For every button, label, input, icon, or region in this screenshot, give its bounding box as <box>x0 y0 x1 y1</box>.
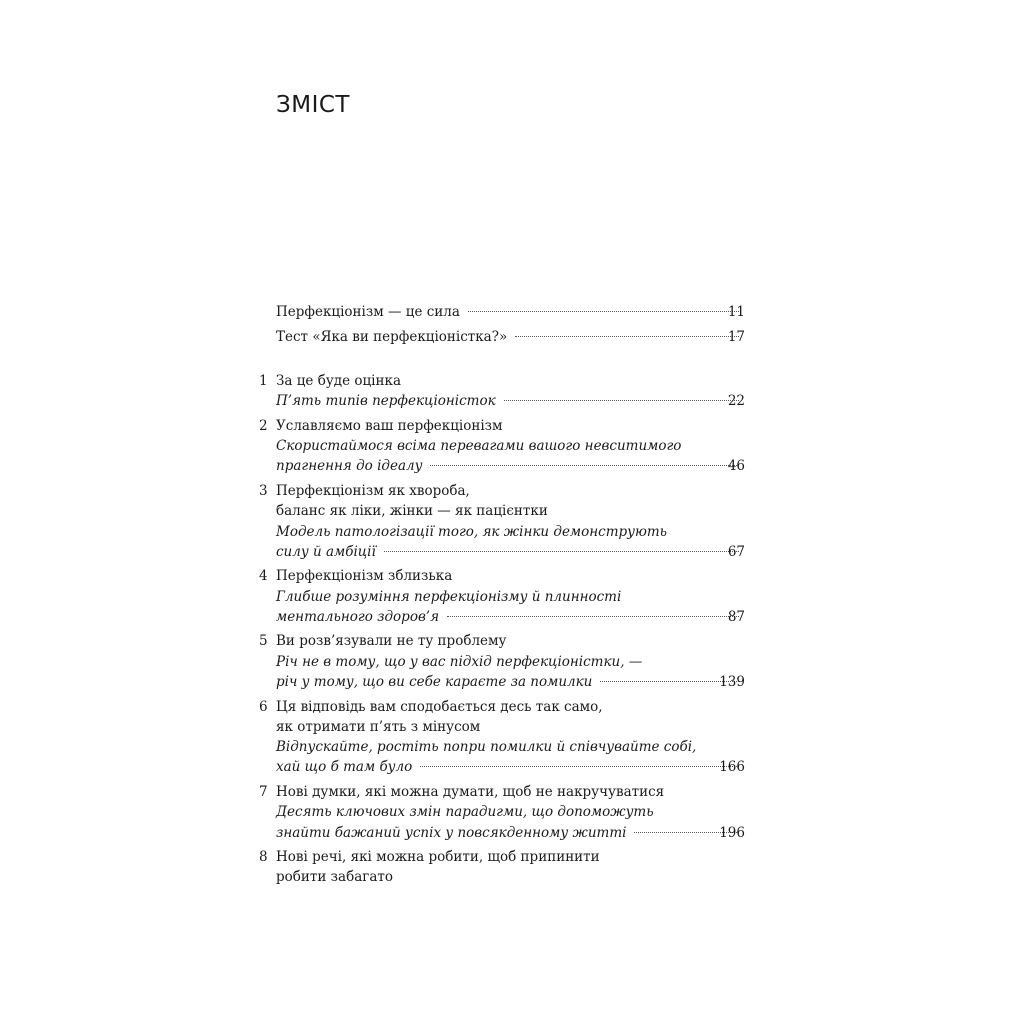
page-number: 22 <box>727 393 745 410</box>
toc-entry-text: Тест «Яка ви перфекціоністка?» <box>276 329 508 345</box>
chapter-number: 3 <box>259 482 268 499</box>
toc-entry-text: П’ять типів перфекціоністок <box>276 393 496 410</box>
chapter-subtitle-line[interactable] <box>276 607 745 627</box>
chapter-title-line[interactable] <box>276 566 745 586</box>
chapter-number: 5 <box>259 633 268 650</box>
chapter-number: 4 <box>259 568 268 585</box>
toc-entry-text: як отримати п’ять з мінусом <box>276 718 481 735</box>
chapter-title-line[interactable] <box>276 501 745 521</box>
page-number: 166 <box>719 759 745 776</box>
page-number: 87 <box>727 608 745 625</box>
chapter-subtitle-line[interactable] <box>276 587 745 607</box>
page-number: 67 <box>727 543 745 560</box>
chapter-title-line[interactable] <box>276 697 745 717</box>
toc-entry-text: Ця відповідь вам сподобається десь так само, <box>276 698 603 715</box>
toc-entry-text: Модель патологізації того, як жінки демонструють <box>276 523 668 540</box>
chapter-title-line[interactable] <box>276 416 745 436</box>
toc-entry-text: Перфекціонізм як хвороба, <box>276 482 470 499</box>
chapter-number: 8 <box>259 849 268 865</box>
page-title: ЗМІСТ <box>276 92 350 118</box>
toc-entry-text: знайти бажаний успіх у повсякденному житті <box>276 824 627 841</box>
chapter-title-line[interactable] <box>276 847 745 867</box>
toc-entry-text: хай що б там було <box>276 759 413 776</box>
chapter-subtitle-line[interactable] <box>276 652 745 672</box>
dot-leader <box>420 765 739 767</box>
chapter-number: 7 <box>259 783 268 800</box>
toc-entry-text: робити забагато <box>276 869 393 886</box>
chapter-number: 1 <box>259 373 268 389</box>
dot-leader <box>468 310 739 312</box>
chapter-subtitle-line[interactable] <box>276 391 745 411</box>
toc-entry-text: силу й амбіції <box>276 543 376 560</box>
toc-entry-text: ментального здоров’я <box>276 608 440 625</box>
toc-entry-text: Глибше розуміння перфекціонізму й плинності <box>276 588 622 605</box>
chapter-number: 2 <box>259 417 268 434</box>
toc-entry-text: Ви розв’язували не ту проблему <box>276 633 507 650</box>
dot-leader <box>430 464 739 466</box>
toc-entry-text: Відпускайте, ростіть попри помилки й співчувайте собі, <box>276 739 697 756</box>
toc-entry-text: Скористаймося всіма перевагами вашого невситимого <box>276 438 682 455</box>
toc-entry-text: Перфекціонізм зблизька <box>276 568 453 585</box>
page-number: 196 <box>719 824 745 841</box>
toc-entry-text: Нові думки, які можна думати, щоб не накручуватися <box>276 783 665 800</box>
page-number: 139 <box>719 674 745 690</box>
chapter-title-line[interactable] <box>276 631 745 651</box>
toc-front-entry[interactable] <box>276 327 745 347</box>
page-number: 17 <box>727 329 745 345</box>
toc-entry-text: Нові речі, які можна робити, щоб припинити <box>276 849 600 865</box>
page-number: 11 <box>727 304 745 320</box>
dot-leader <box>384 550 739 552</box>
toc-entry-text: баланс як ліки, жінки — як пацієнтки <box>276 503 548 520</box>
chapter-title-line[interactable] <box>276 782 745 802</box>
chapter-title-line[interactable] <box>276 717 745 737</box>
chapter-subtitle-line[interactable] <box>276 542 745 562</box>
chapter-subtitle-line[interactable] <box>276 823 745 843</box>
chapter-subtitle-line[interactable] <box>276 757 745 777</box>
chapter-subtitle-line[interactable] <box>276 456 745 476</box>
chapter-number: 6 <box>259 698 268 715</box>
toc-entry-text: Перфекціонізм — це сила <box>276 304 460 320</box>
toc-entry-text: За це буде оцінка <box>276 373 401 389</box>
chapter-subtitle-line[interactable] <box>276 436 745 456</box>
chapter-title-line[interactable] <box>276 481 745 501</box>
chapter-subtitle-line[interactable] <box>276 672 745 692</box>
chapter-subtitle-line[interactable] <box>276 737 745 757</box>
chapter-title-line[interactable] <box>276 867 745 887</box>
chapter-subtitle-line[interactable] <box>276 522 745 542</box>
chapter-title-line[interactable] <box>276 371 745 391</box>
toc-entry-text: Десять ключових змін парадигми, що допоможуть <box>276 804 654 821</box>
toc-entry-text: Річ не в тому, що у вас підхід перфекціоністки, — <box>276 653 643 670</box>
toc-entry-text: Уславляємо ваш перфекціонізм <box>276 417 503 434</box>
chapter-subtitle-line[interactable] <box>276 802 745 822</box>
dot-leader <box>515 335 739 337</box>
toc-entry-text: річ у тому, що ви себе караєте за помилки <box>276 674 593 690</box>
toc-entry-text: прагнення до ідеалу <box>276 458 423 475</box>
dot-leader <box>447 615 739 617</box>
dot-leader <box>600 680 739 682</box>
dot-leader <box>504 399 739 401</box>
toc-front-entry[interactable] <box>276 302 745 322</box>
page-number: 46 <box>727 458 745 475</box>
